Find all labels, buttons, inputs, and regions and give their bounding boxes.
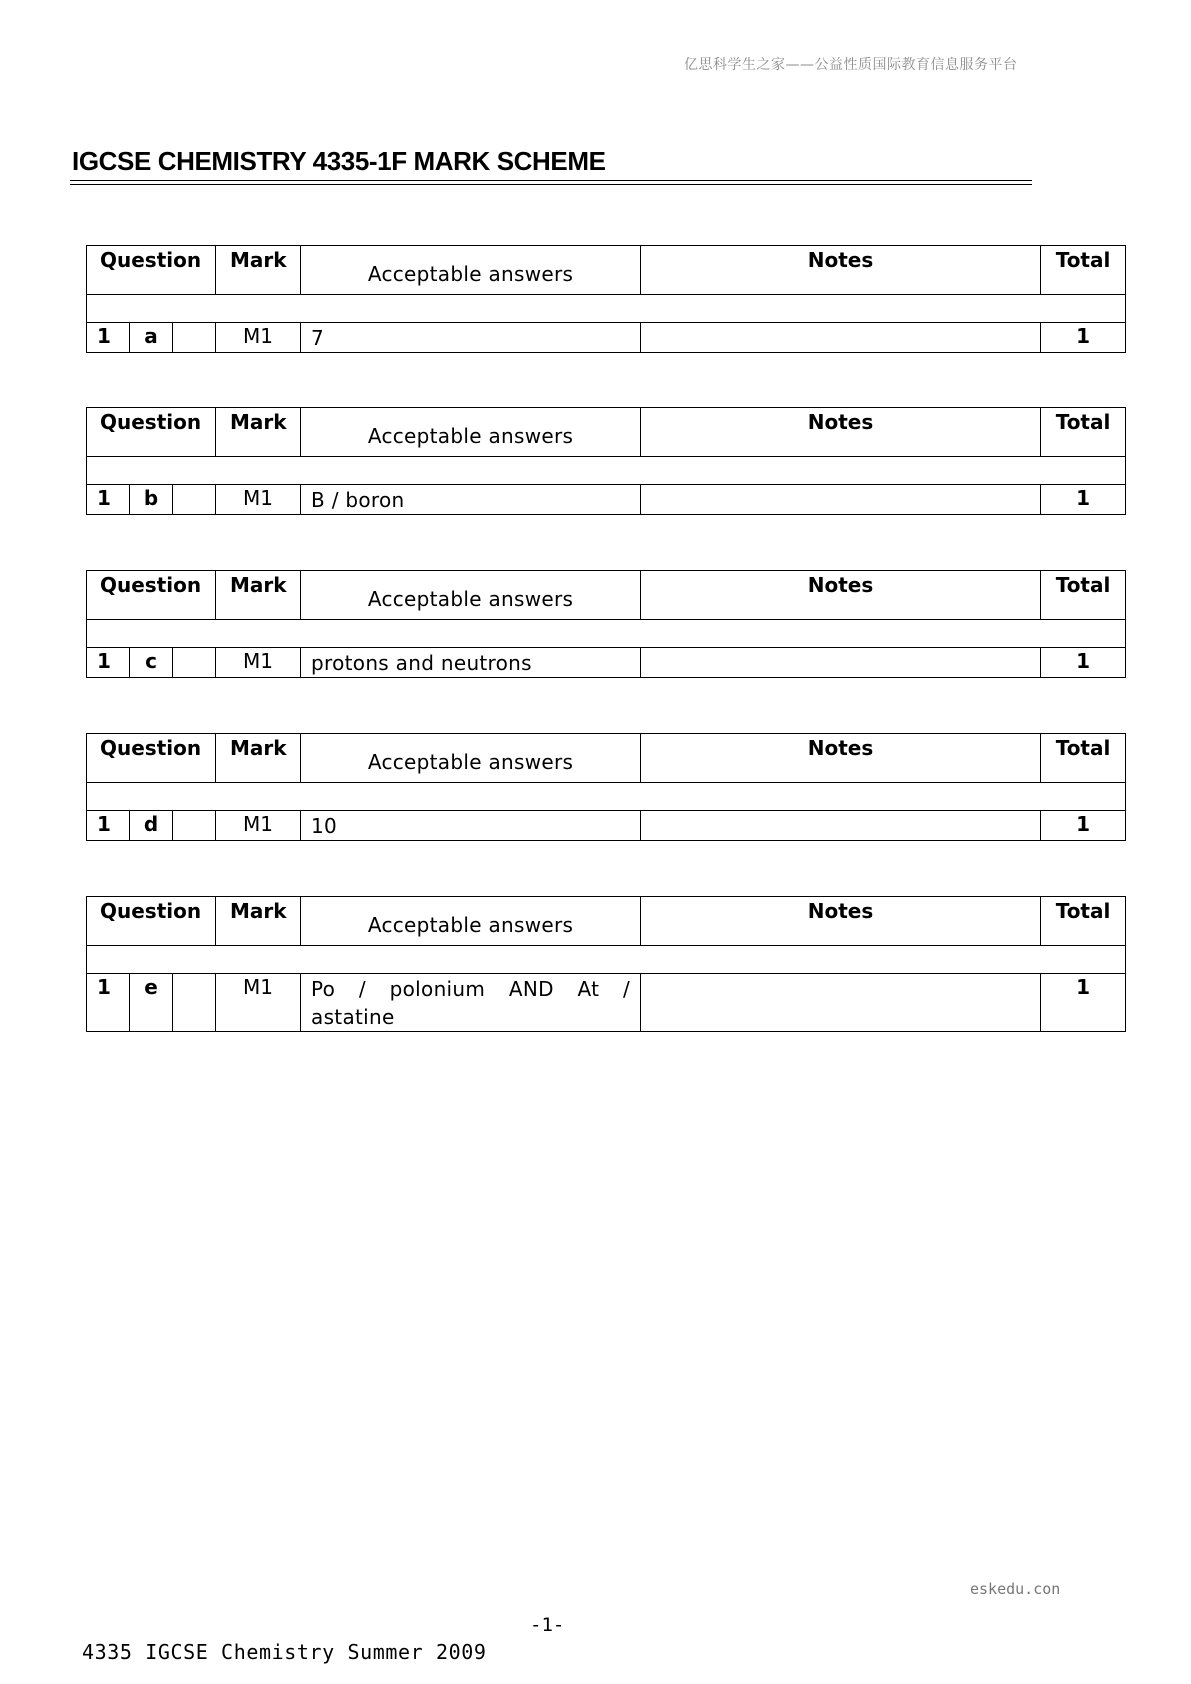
title-underline [70,180,1032,185]
question-subpart [173,485,216,515]
site-url: eskedu.con [970,1580,1061,1598]
mark-cell: M1 [216,648,301,678]
header-answers: Acceptable answers [301,897,641,946]
question-part: b [130,485,173,515]
table-header-row [87,571,1126,620]
header-total: Total [1041,408,1126,457]
header-question: Question [87,408,216,457]
question-number: 1 [87,323,130,353]
table-header-row [87,246,1126,295]
header-total: Total [1041,571,1126,620]
spacer-row [87,620,1126,648]
table-row [87,648,1126,678]
answer-cell: Po / polonium AND At / astatine [301,974,641,1032]
table-row [87,485,1126,515]
mark-cell: M1 [216,485,301,515]
spacer-row [87,295,1126,323]
header-notes: Notes [641,408,1041,457]
spacer-row [87,457,1126,485]
header-question: Question [87,897,216,946]
question-number: 1 [87,485,130,515]
question-number: 1 [87,811,130,841]
page-number: -1- [530,1614,565,1636]
header-mark: Mark [216,734,301,783]
header-mark: Mark [216,408,301,457]
table-row [87,811,1126,841]
header-mark: Mark [216,571,301,620]
question-subpart [173,323,216,353]
notes-cell [641,811,1041,841]
question-subpart [173,811,216,841]
question-number: 1 [87,648,130,678]
mark-cell: M1 [216,811,301,841]
total-cell: 1 [1041,648,1126,678]
table-header-row [87,408,1126,457]
table-row [87,323,1126,353]
answer-cell: 10 [301,811,641,841]
mark-cell: M1 [216,974,301,1032]
header-notes: Notes [641,897,1041,946]
answer-cell: 7 [301,323,641,353]
header-answers: Acceptable answers [301,734,641,783]
answer-cell: B / boron [301,485,641,515]
mark-cell: M1 [216,323,301,353]
total-cell: 1 [1041,974,1126,1032]
header-total: Total [1041,246,1126,295]
header-mark: Mark [216,897,301,946]
total-cell: 1 [1041,323,1126,353]
header-total: Total [1041,897,1126,946]
footer-text: 4335 IGCSE Chemistry Summer 2009 [82,1640,487,1664]
watermark-text: 亿思科学生之家——公益性质国际教育信息服务平台 [684,57,1018,73]
header-question: Question [87,571,216,620]
table-row [87,974,1126,1032]
header-answers: Acceptable answers [301,408,641,457]
answer-cell: protons and neutrons [301,648,641,678]
mark-scheme-table-1b [86,407,1126,515]
total-cell: 1 [1041,485,1126,515]
question-part: a [130,323,173,353]
mark-scheme-table-1a [86,245,1126,353]
question-subpart [173,974,216,1032]
document-title: IGCSE CHEMISTRY 4335-1F MARK SCHEME [72,146,606,176]
question-part: d [130,811,173,841]
question-subpart [173,648,216,678]
header-question: Question [87,734,216,783]
notes-cell [641,648,1041,678]
notes-cell [641,974,1041,1032]
notes-cell [641,485,1041,515]
header-notes: Notes [641,246,1041,295]
header-answers: Acceptable answers [301,246,641,295]
notes-cell [641,323,1041,353]
table-header-row [87,897,1126,946]
question-part: c [130,648,173,678]
mark-scheme-table-1d [86,733,1126,841]
header-notes: Notes [641,734,1041,783]
header-notes: Notes [641,571,1041,620]
total-cell: 1 [1041,811,1126,841]
mark-scheme-table-1c [86,570,1126,678]
question-number: 1 [87,974,130,1032]
table-header-row [87,734,1126,783]
spacer-row [87,783,1126,811]
question-part: e [130,974,173,1032]
header-total: Total [1041,734,1126,783]
header-question: Question [87,246,216,295]
header-mark: Mark [216,246,301,295]
mark-scheme-table-1e [86,896,1126,1032]
header-answers: Acceptable answers [301,571,641,620]
spacer-row [87,946,1126,974]
